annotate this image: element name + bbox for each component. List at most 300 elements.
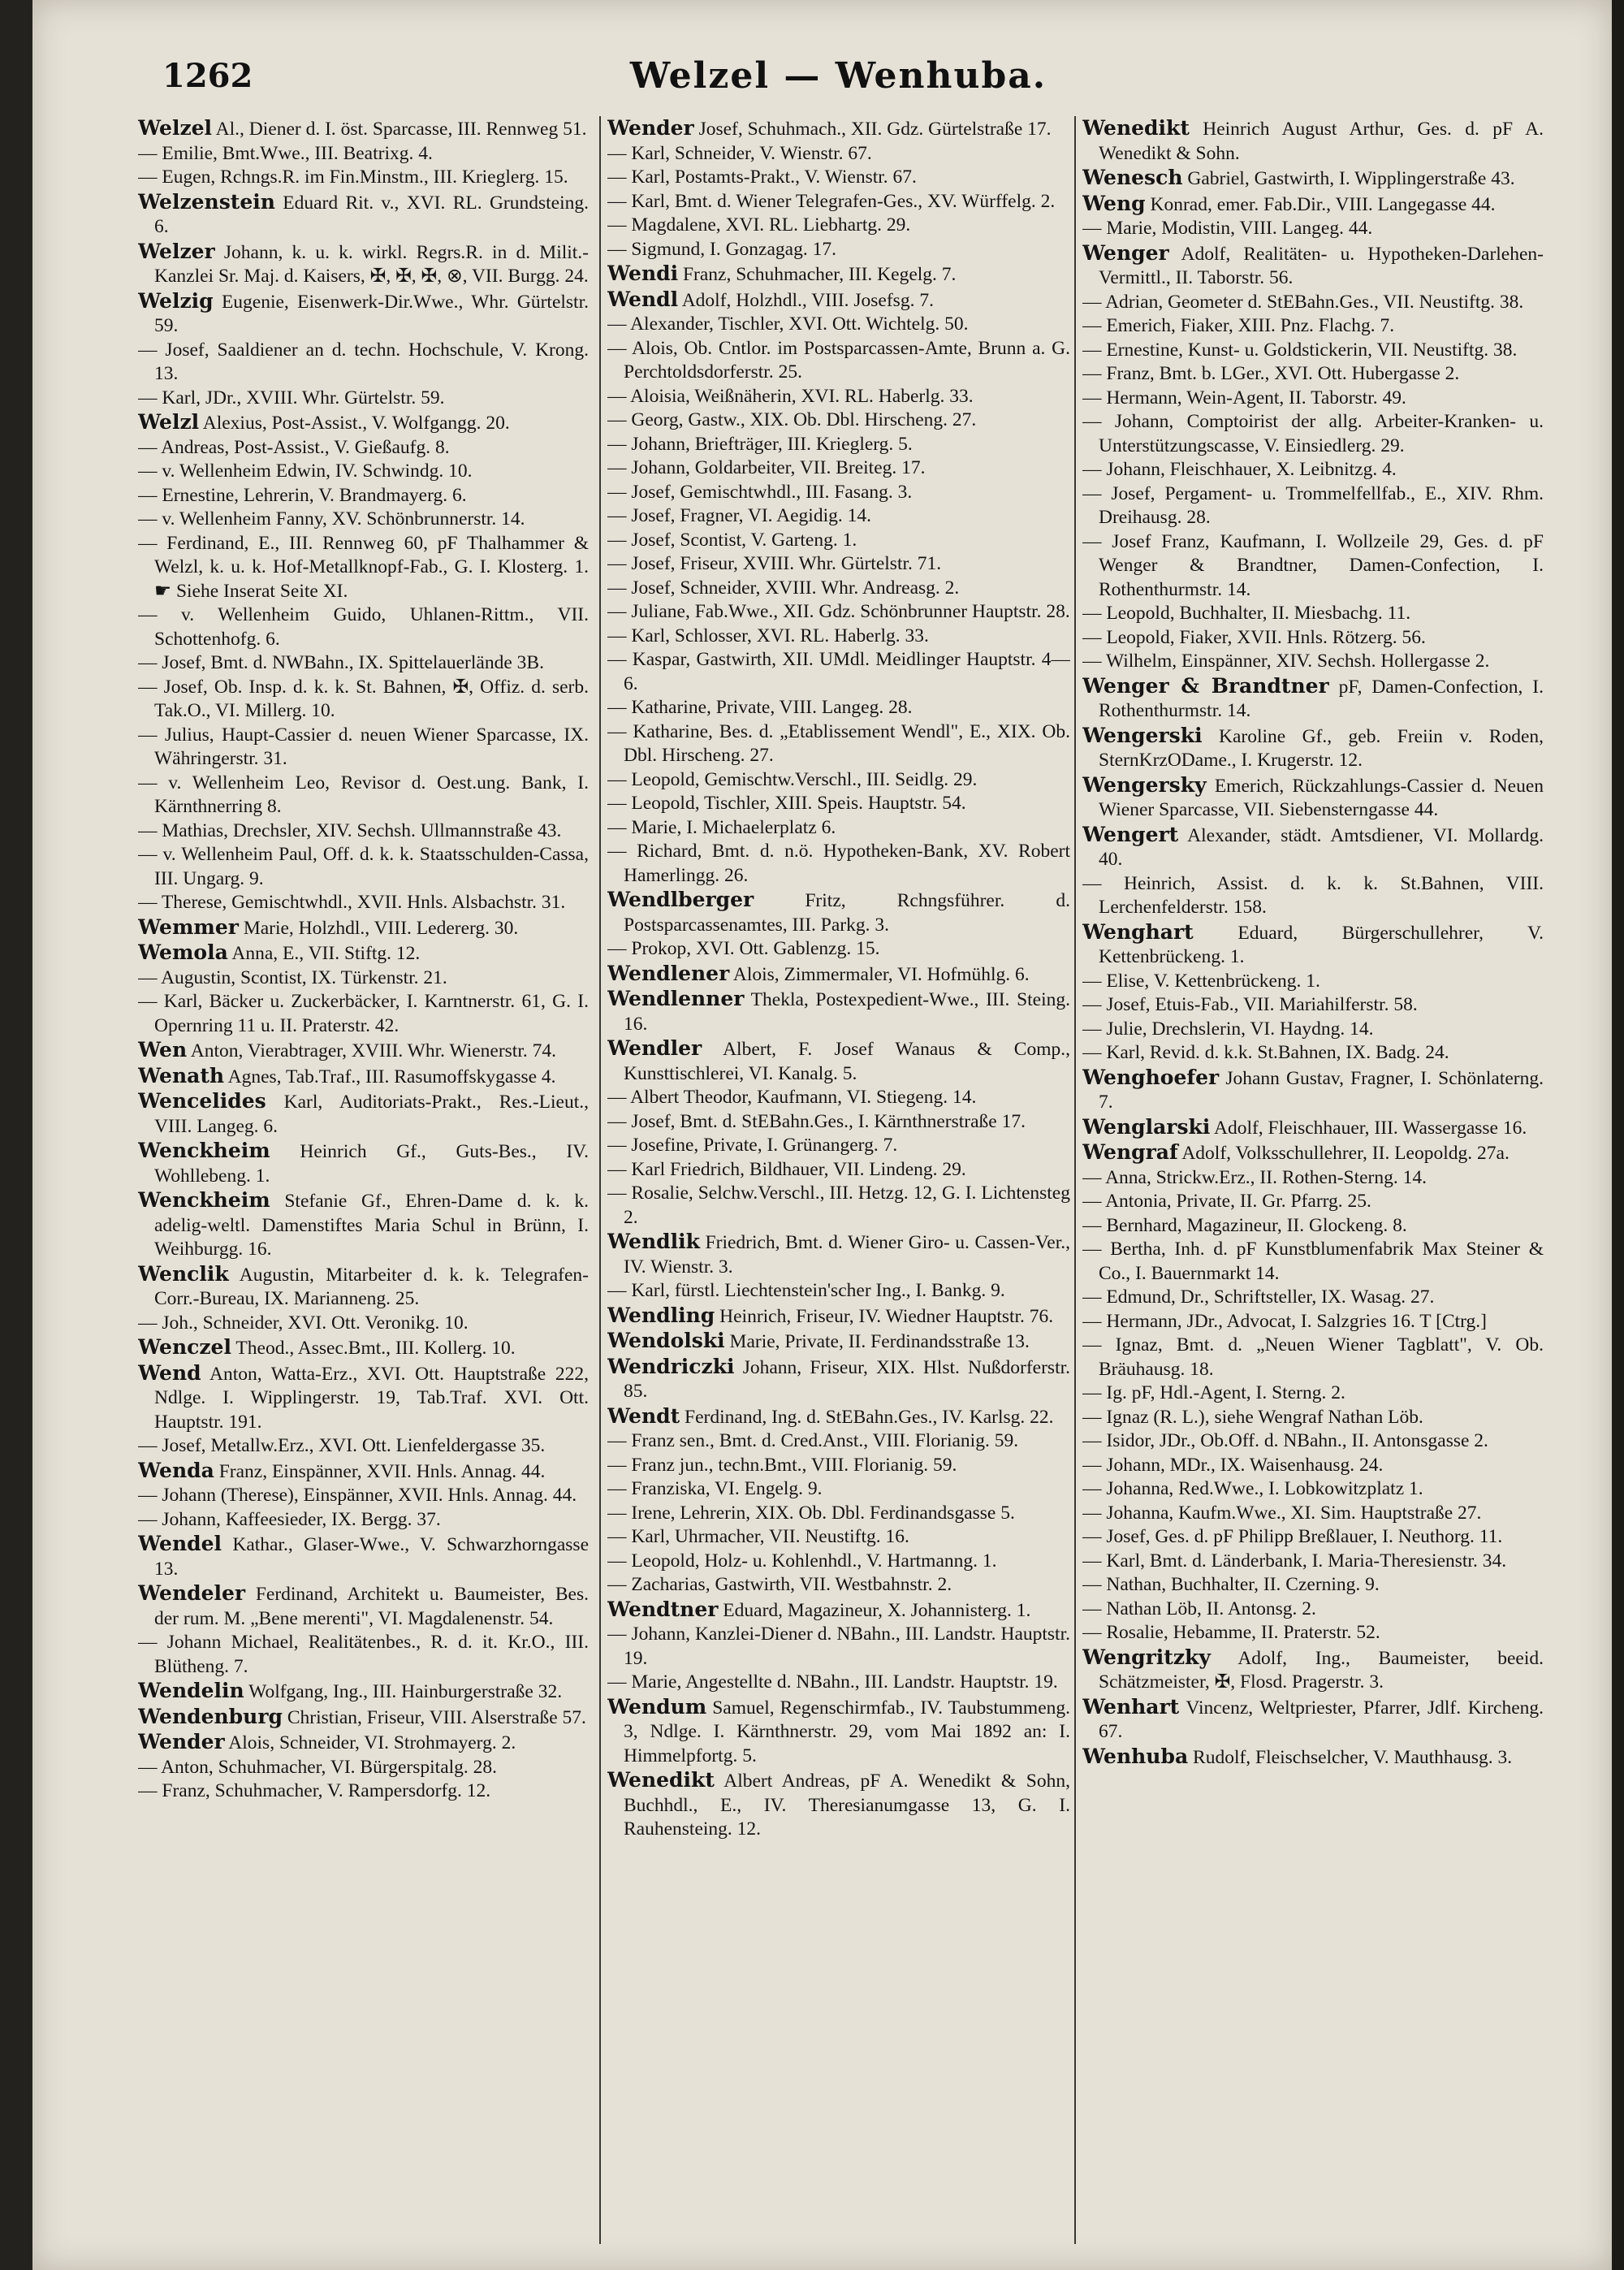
entry-surname: Wendl [607, 287, 679, 311]
entry-details: Anton, Watta-Erz., XVI. Ott. Hauptstraße 222, Ndlge. I. Wipplingerstr. 19, Tab.Traf. XVI. Ott. Hauptstr. 191. [154, 1363, 589, 1433]
entry-surname: Wendel [138, 1532, 222, 1555]
directory-entry [1082, 650, 1544, 674]
directory-entry [607, 1355, 1070, 1404]
entry-surname: Wengritzky [1082, 1645, 1211, 1669]
entry-details: — Nathan Löb, II. Antonsg. 2. [1082, 1598, 1316, 1619]
entry-details: Alois, Schneider, VI. Strohmayerg. 2. [228, 1732, 516, 1753]
entry-details: Eduard Rit. v., XVI. RL. Grundsteing. 6. [154, 192, 589, 237]
directory-entry [138, 819, 589, 844]
entry-surname: Welzenstein [138, 189, 275, 214]
entry-details: — v. Wellenheim Edwin, IV. Schwindg. 10. [138, 460, 473, 482]
directory-entry [1082, 1477, 1544, 1502]
directory-entry [607, 1768, 1070, 1842]
entry-details: — Marie, Modistin, VIII. Langeg. 44. [1082, 218, 1373, 239]
entry-details: Franz, Schuhmacher, III. Kegelg. 7. [682, 264, 957, 285]
directory-entry [1082, 1381, 1544, 1406]
entry-details: Alexius, Post-Assist., V. Wolfgangg. 20. [202, 413, 510, 434]
directory-entry [1082, 1573, 1544, 1598]
directory-entry [138, 1064, 589, 1090]
directory-entry [607, 768, 1070, 793]
entry-surname: Wenger [1082, 240, 1169, 265]
directory-entry [1082, 872, 1544, 920]
directory-entry [1082, 1550, 1544, 1574]
entry-details: Ferdinand, Architekt u. Baumeister, Bes. der rum. M. „Bene merenti", VI. Magdalenenstr. 54. [154, 1584, 589, 1629]
directory-entry [1082, 1166, 1544, 1191]
directory-entry [607, 1477, 1070, 1502]
directory-entry [138, 1139, 589, 1188]
directory-entry [138, 1581, 589, 1631]
entry-details: — Sigmund, I. Gonzagag. 17. [607, 238, 836, 260]
directory-entry [1082, 387, 1544, 411]
entry-details: Marie, Private, II. Ferdinandsstraße 13. [729, 1331, 1030, 1352]
directory-entry [138, 1631, 589, 1679]
entry-surname: Wenedikt [1082, 116, 1190, 140]
entry-details: — Julius, Haupt-Cassier d. neuen Wiener Sparcasse, IX. Währingerstr. 31. [138, 724, 589, 769]
entry-details: — Johann, Kaffeesieder, IX. Bergg. 37. [138, 1508, 441, 1530]
directory-entry [607, 696, 1070, 720]
entry-details: — Johann, Kanzlei-Diener d. NBahn., III. Landstr. Hauptstr. 19. [607, 1624, 1070, 1669]
directory-entry [1082, 166, 1544, 192]
directory-entry [607, 238, 1070, 262]
entry-details: Wolfgang, Ing., III. Hainburgerstraße 32. [248, 1681, 563, 1702]
entry-details: — Karl, Bmt. d. Wiener Telegrafen-Ges., XV. Würffelg. 2. [607, 190, 1056, 212]
entry-details: — Mathias, Drechsler, XIV. Sechsh. Ullmannstraße 43. [138, 819, 562, 841]
directory-entry [1082, 1502, 1544, 1526]
entry-details: — Josef, Fragner, VI. Aegidig. 14. [607, 505, 871, 526]
entry-details: — v. Wellenheim Fanny, XV. Schönbrunnerstr. 14. [138, 508, 525, 530]
entry-details: Eduard, Bürgerschullehrer, V. Kettenbrückeng. 1. [1099, 922, 1544, 967]
directory-entry [1082, 1406, 1544, 1430]
entry-surname: Wenckheim [138, 1139, 270, 1162]
directory-entry [138, 1756, 589, 1780]
entry-details: — Karl, Schlosser, XVI. RL. Haberlg. 33. [607, 625, 929, 646]
directory-entry [138, 436, 589, 460]
entry-surname: Wenath [138, 1063, 225, 1087]
directory-entry [607, 433, 1070, 457]
directory-entry [607, 504, 1070, 529]
entry-details: — Alois, Ob. Cntlor. im Postsparcassen-Amte, Brunn a. G. Perchtoldsdorferstr. 25. [607, 337, 1070, 383]
entry-surname: Weng [1082, 191, 1146, 215]
entry-details: — Johanna, Kaufm.Wwe., XI. Sim. Hauptstraße 27. [1082, 1502, 1482, 1524]
entry-surname: Wendelin [138, 1679, 244, 1702]
entry-details: — Leopold, Gemischtw.Verschl., III. Seidlg. 29. [607, 768, 978, 790]
entry-details: Adolf, Realitäten- u. Hypotheken-Darlehen-Vermittl., II. Taborstr. 56. [1099, 243, 1544, 288]
entry-details: Albert Andreas, pF A. Wenedikt & Sohn, Buchhdl., E., IV. Theresianumgasse 13, G. I. Rauhensteing. 12. [624, 1771, 1070, 1840]
directory-entry [138, 1188, 589, 1262]
entry-details: Adolf, Ing., Baumeister, beeid. Schätzmeister, ✠, Flosd. Pragerstr. 3. [1099, 1647, 1544, 1693]
entry-surname: Wenedikt [607, 1768, 715, 1792]
directory-entry [607, 190, 1070, 214]
entry-details: — Albert Theodor, Kaufmann, VI. Stiegeng. 14. [607, 1087, 977, 1108]
directory-entry [607, 720, 1070, 768]
directory-entry [1082, 1429, 1544, 1454]
directory-entry [138, 240, 589, 289]
entry-details: — Kaspar, Gastwirth, XII. UMdl. Meidlinger Hauptstr. 4—6. [607, 649, 1070, 694]
directory-entry [138, 410, 589, 436]
entry-surname: Wend [138, 1360, 201, 1385]
entry-details: — Ernestine, Lehrerin, V. Brandmayerg. 6. [138, 484, 467, 506]
directory-entry [1082, 482, 1544, 530]
entry-details: — Magdalene, XVI. RL. Liebhartg. 29. [607, 214, 911, 236]
entry-details: Karoline Gf., geb. Freiin v. Roden, SternKrzODame., I. Krugerstr. 12. [1099, 725, 1544, 771]
directory-column-3 [1082, 116, 1544, 2252]
entry-surname: Wendolski [607, 1329, 725, 1352]
entry-details: Rudolf, Fleischselcher, V. Mauthhausg. 3. [1193, 1746, 1513, 1768]
directory-entry [1082, 1041, 1544, 1066]
entry-surname: Wengert [1082, 822, 1179, 846]
entry-details: — Andreas, Post-Assist., V. Gießaufg. 8. [138, 436, 450, 458]
entry-details: — Johann (Therese), Einspänner, XVII. Hnls. Annag. 44. [138, 1485, 577, 1506]
directory-entry [607, 456, 1070, 481]
directory-entry [607, 1525, 1070, 1550]
entry-details: — Elise, V. Kettenbrückeng. 1. [1082, 970, 1320, 992]
entry-details: Heinrich August Arthur, Ges. d. pF A. Wenedikt & Sohn. [1099, 119, 1544, 164]
entry-details: — Augustin, Scontist, IX. Türkenstr. 21. [138, 966, 447, 988]
directory-entry [138, 484, 589, 508]
directory-entry [607, 116, 1070, 142]
entry-details: Alois, Zimmermaler, VI. Hofmühlg. 6. [732, 963, 1030, 985]
entry-details: — Prokop, XVI. Ott. Gablenzg. 15. [607, 938, 880, 959]
entry-details: — Karl, Schneider, V. Wienstr. 67. [607, 142, 872, 164]
page-header [65, 50, 1612, 107]
entry-details: — Josef, Friseur, XVIII. Whr. Gürtelstr. 71. [607, 553, 942, 574]
entry-details: Alexander, städt. Amtsdiener, VI. Mollardg. 40. [1099, 824, 1544, 870]
directory-entry [138, 990, 589, 1038]
entry-details: — Richard, Bmt. d. n.ö. Hypotheken-Bank, XV. Robert Hamerlingg. 26. [607, 841, 1070, 886]
entry-details: — Rosalie, Hebamme, II. Praterstr. 52. [1082, 1622, 1380, 1643]
directory-entry [607, 337, 1070, 385]
entry-details: — Irene, Lehrerin, XIX. Ob. Dbl. Ferdinandsgasse 5. [607, 1502, 1015, 1524]
directory-entry [138, 1679, 589, 1705]
entry-details: — Juliane, Fab.Wwe., XII. Gdz. Schönbrunner Hauptstr. 28. [607, 601, 1070, 622]
entry-details: Karl, Auditoriats-Prakt., Res.-Lieut., VIII. Langeg. 6. [154, 1092, 589, 1137]
entry-details: Eduard, Magazineur, X. Johannisterg. 1. [723, 1599, 1031, 1621]
directory-entry [138, 1459, 589, 1485]
directory-entry [1082, 339, 1544, 363]
directory-entry [1082, 674, 1544, 724]
entry-details: Johann, Friseur, XIX. Hlst. Nußdorferstr. 85. [624, 1356, 1070, 1402]
entry-surname: Wemmer [138, 914, 239, 939]
entry-details: — Josef Franz, Kaufmann, I. Wollzeile 29, Ges. d. pF Wenger & Brandtner, Damen-Confection, I. Rothenthurmstr. 14. [1082, 530, 1544, 600]
entry-details: — Katharine, Private, VIII. Langeg. 28. [607, 697, 913, 718]
directory-entry [138, 1089, 589, 1139]
directory-entry [138, 843, 589, 891]
entry-details: — Isidor, JDr., Ob.Off. d. NBahn., II. Antonsgasse 2. [1082, 1430, 1488, 1451]
directory-entry [1082, 192, 1544, 218]
entry-details: — Josef, Pergament- u. Trommelfellfab., E., XIV. Rhm. Dreihausg. 28. [1082, 482, 1544, 528]
directory-entry [607, 987, 1070, 1036]
entry-details: — Joh., Schneider, XVI. Ott. Veronikg. 10. [138, 1312, 469, 1334]
entry-details: — Josef, Schneider, XVIII. Whr. Andreasg. 2. [607, 577, 960, 599]
directory-entry [138, 190, 589, 240]
directory-entry [607, 840, 1070, 888]
entry-details: — Johann, Briefträger, III. Krieglerg. 5. [607, 433, 913, 455]
directory-entry [607, 214, 1070, 238]
directory-entry [1082, 823, 1544, 872]
entry-details: — Josef, Scontist, V. Garteng. 1. [607, 529, 857, 551]
entry-details: — v. Wellenheim Leo, Revisor d. Oest.ung. Bank, I. Kärnthnerring 8. [138, 772, 589, 817]
directory-entry [1082, 1621, 1544, 1645]
directory-entry [607, 409, 1070, 433]
entry-details: — Heinrich, Assist. d. k. k. St.Bahnen, VIII. Lerchenfelderstr. 158. [1082, 872, 1544, 918]
entry-details: — Adrian, Geometer d. StEBahn.Ges., VII. Neustiftg. 38. [1082, 291, 1524, 313]
directory-entry [607, 577, 1070, 601]
directory-entry [138, 1038, 589, 1064]
entry-details: — Ignaz, Bmt. d. „Neuen Wiener Tagblatt", V. Ob. Bräuhausg. 18. [1082, 1334, 1544, 1380]
directory-entry [607, 1598, 1070, 1624]
directory-entry [138, 116, 589, 142]
directory-entry [607, 792, 1070, 816]
directory-entry [1082, 602, 1544, 626]
directory-entry [607, 1158, 1070, 1183]
directory-entry [138, 166, 589, 190]
entry-details: — Aloisia, Weißnäherin, XVI. RL. Haberlg. 33. [607, 385, 974, 407]
directory-entry [138, 289, 589, 339]
directory-entry [138, 891, 589, 915]
entry-details: Augustin, Mitarbeiter d. k. k. Telegrafen-Corr.-Bureau, IX. Mariannеng. 25. [154, 1264, 589, 1309]
entry-details: — Franz sen., Bmt. d. Cred.Anst., VIII. Florianig. 59. [607, 1430, 1019, 1451]
entry-details: — Josef, Bmt. d. StEBahn.Ges., I. Kärnthnerstraße 17. [607, 1110, 1026, 1132]
directory-entry [607, 1230, 1070, 1279]
directory-entry [138, 1484, 589, 1508]
entry-details: — Karl, fürstl. Liechtenstein'scher Ing., I. Bankg. 9. [607, 1280, 1005, 1301]
entry-details: Vincenz, Weltpriester, Pfarrer, Jdlf. Kircheng. 67. [1099, 1697, 1544, 1742]
directory-entry [1082, 1695, 1544, 1745]
entry-details: — Franz, Bmt. b. LGer., XVI. Ott. Hubergasse 2. [1082, 363, 1460, 384]
entry-details: — Hermann, Wein-Agent, II. Taborstr. 49. [1082, 387, 1406, 409]
directory-entry [1082, 1238, 1544, 1286]
entry-surname: Wenhuba [1082, 1744, 1189, 1768]
directory-entry [607, 937, 1070, 962]
entry-details: Agnes, Tab.Traf., III. Rasumoffskygasse 4. [227, 1066, 556, 1087]
entry-details: — Georg, Gastw., XIX. Ob. Dbl. Hirscheng. 27. [607, 409, 977, 430]
column-divider [1074, 116, 1076, 2244]
entry-details: Fritz, Rchngsführer. d. Postsparcassenamtes, III. Parkg. 3. [624, 890, 1070, 936]
entry-details: Adolf, Holzhdl., VIII. Josefsg. 7. [681, 289, 934, 311]
entry-details: — Edmund, Dr., Schriftsteller, IX. Wasag. 27. [1082, 1286, 1435, 1308]
entry-surname: Wendlener [607, 961, 730, 985]
directory-entry [1082, 773, 1544, 823]
entry-details: — Karl, Uhrmacher, VII. Neustiftg. 16. [607, 1526, 909, 1547]
directory-entry [607, 1086, 1070, 1110]
directory-entry [1082, 1598, 1544, 1622]
entry-details: — Josef, Etuis-Fab., VII. Mariahilferstr. 58. [1082, 994, 1418, 1015]
entry-details: — Alexander, Tischler, XVI. Ott. Wichtelg. 50. [607, 313, 969, 335]
entry-surname: Wendum [607, 1694, 707, 1719]
entry-details: — Josef, Metallw.Erz., XVI. Ott. Lienfeldergasse 35. [138, 1435, 546, 1456]
page-number: 1262 [162, 57, 253, 95]
entry-surname: Wenghoefer [1082, 1065, 1220, 1089]
entry-details: — Emilie, Bmt.Wwe., III. Beatrixg. 4. [138, 142, 433, 164]
directory-entry [1082, 1115, 1544, 1141]
entry-surname: Wendriczki [607, 1354, 735, 1378]
entry-details: — Marie, Angestellte d. NBahn., III. Landstr. Hauptstr. 19. [607, 1671, 1058, 1693]
entry-details: — Ferdinand, E., III. Rennweg 60, pF Thalhammer & Welzl, k. u. k. Hof-Metallknopf-Fab., G. I. Klosterg. 1. ☛ Siehe Inserat Seite XI. [138, 532, 589, 602]
directory-entry [1082, 217, 1544, 241]
column-divider [599, 116, 601, 2244]
entry-surname: Wen [138, 1038, 188, 1061]
entry-details: — Karl, Bäcker u. Zuckerbäcker, I. Karntnerstr. 61, G. I. Opernring 11 u. II. Praterstr. 42. [138, 991, 589, 1036]
directory-entry [607, 600, 1070, 625]
directory-entry [138, 1335, 589, 1361]
directory-column-2 [607, 116, 1070, 2252]
entry-surname: Wendler [607, 1036, 702, 1060]
entry-details: Konrad, emer. Fab.Dir., VIII. Langegasse 44. [1150, 193, 1496, 215]
directory-entry [138, 651, 589, 676]
directory-entry [138, 142, 589, 166]
entry-details: — Johann, Comptoirist der allg. Arbeiter-Kranken- u. Unterstützungscasse, V. Einsiedlerg. 29. [1082, 411, 1544, 456]
directory-entry [138, 460, 589, 484]
directory-entry [138, 966, 589, 991]
directory-entry [1082, 626, 1544, 651]
directory-entry [607, 262, 1070, 288]
entry-details: Kathar., Glaser-Wwe., V. Schwarzhorngasse 13. [154, 1534, 589, 1580]
directory-entry [607, 1454, 1070, 1478]
entry-details: — v. Wellenheim Paul, Off. d. k. k. Staatsschulden-Cassa, III. Ungarg. 9. [138, 844, 589, 889]
entry-details: Anna, E., VII. Stiftg. 12. [231, 943, 421, 964]
entry-details: — Katharine, Bes. d. „Etablissement Wendl", E., XIX. Ob. Dbl. Hirscheng. 27. [607, 720, 1070, 766]
entry-details: Marie, Holzhdl., VIII. Ledererg. 30. [243, 917, 519, 939]
entry-details: Samuel, Regenschirmfab., IV. Taubstummeng. 3, Ndlge. I. Kärnthnerstr. 29, vom Mai 1892 an: I. Himmelpfortg. 5. [624, 1697, 1070, 1766]
directory-entry [1082, 314, 1544, 339]
directory-entry [607, 1550, 1070, 1574]
directory-entry [607, 1182, 1070, 1230]
entry-details: — Antonia, Private, II. Gr. Pfarrg. 25. [1082, 1191, 1371, 1212]
entry-details: — Josef, Bmt. d. NWBahn., IX. Spittelauerlände 3B. [138, 652, 544, 673]
directory-entry [607, 1110, 1070, 1135]
entry-surname: Wenczel [138, 1335, 231, 1359]
directory-entry [607, 481, 1070, 505]
directory-entry [607, 1671, 1070, 1695]
directory-entry [1082, 458, 1544, 482]
directory-entry [138, 772, 589, 819]
directory-entry [1082, 1214, 1544, 1239]
entry-details: — Josef, Ob. Insp. d. k. k. St. Bahnen, ✠, Offiz. d. serb. Tak.O., VI. Millerg. 10. [138, 676, 589, 721]
entry-details: — Ig. pF, Hdl.-Agent, I. Sterng. 2. [1082, 1382, 1345, 1403]
entry-details: — Karl, JDr., XVIII. Whr. Gürtelstr. 59. [138, 387, 445, 409]
entry-surname: Wenglarski [1082, 1114, 1211, 1139]
directory-entry [1082, 1454, 1544, 1478]
directory-entry [138, 1312, 589, 1336]
entry-details: — Anna, Strickw.Erz., II. Rothen-Sterng. 14. [1082, 1166, 1427, 1188]
directory-entry [607, 1623, 1070, 1671]
directory-entry [1082, 1745, 1544, 1771]
entry-details: Adolf, Volksschullehrer, II. Leopoldg. 27a. [1181, 1143, 1510, 1164]
directory-entry [607, 313, 1070, 337]
entry-details: — Karl, Postamts-Prakt., V. Wienstr. 67. [607, 166, 917, 188]
entry-details: — Johann, Fleischhauer, X. Leibnitzg. 4. [1082, 459, 1397, 480]
directory-entry [138, 1361, 589, 1435]
directory-entry [1082, 1018, 1544, 1042]
entry-details: — Therese, Gemischtwhdl., XVII. Hnls. Alsbachstr. 31. [138, 892, 566, 913]
directory-column-1 [138, 116, 589, 2252]
entry-details: Johann Gustav, Fragner, I. Schönlaterng. 7. [1099, 1067, 1544, 1113]
entry-surname: Wender [138, 1730, 225, 1753]
entry-details: — Zacharias, Gastwirth, VII. Westbahnstr. 2. [607, 1574, 952, 1595]
directory-entry [1082, 116, 1544, 166]
entry-details: — Josef, Ges. d. pF Philipp Breßlauer, I. Neuthorg. 11. [1082, 1526, 1503, 1547]
directory-entry [1082, 1334, 1544, 1381]
directory-entry [138, 339, 589, 387]
entry-details: — v. Wellenheim Guido, Uhlanen-Rittm., VII. Schottenhofg. 6. [138, 604, 589, 650]
entry-details: — Leopold, Fiaker, XVII. Hnls. Rötzerg. 56. [1082, 626, 1426, 648]
directory-entry [1082, 1190, 1544, 1214]
entry-surname: Wendlberger [607, 888, 754, 911]
entry-details: — Ernestine, Kunst- u. Goldstickerin, VII. Neustiftg. 38. [1082, 339, 1518, 361]
entry-details: Heinrich Gf., Guts-Bes., IV. Wohllebeng. 1. [154, 1141, 589, 1187]
entry-details: Emerich, Rückzahlungs-Cassier d. Neuen Wiener Sparcasse, VII. Siebensterngasse 44. [1099, 775, 1544, 820]
directory-entry [607, 962, 1070, 988]
entry-details: — Leopold, Buchhalter, II. Miesbachg. 11. [1082, 603, 1411, 624]
entry-details: — Karl Friedrich, Bildhauer, VII. Lindeng. 29. [607, 1158, 966, 1180]
entry-details: Eugenie, Eisenwerk-Dir.Wwe., Whr. Gürtelstr. 59. [154, 291, 589, 336]
entry-surname: Wemola [138, 940, 228, 964]
entry-details: Adolf, Fleischhauer, III. Wassergasse 16. [1213, 1117, 1527, 1139]
directory-entry [1082, 530, 1544, 603]
entry-details: — Johann, MDr., IX. Waisenhausg. 24. [1082, 1454, 1384, 1476]
entry-details: — Julie, Drechslerin, VI. Haydng. 14. [1082, 1018, 1374, 1040]
directory-entry [1082, 1525, 1544, 1550]
entry-details: Al., Diener d. I. öst. Sparcasse, III. Rennweg 51. [215, 119, 587, 140]
running-head: Welzel — Wenhuba. [629, 55, 1047, 97]
entry-surname: Wendtner [607, 1597, 719, 1621]
directory-entry [607, 1404, 1070, 1430]
directory-entry [607, 1329, 1070, 1355]
entry-surname: Wendt [607, 1403, 680, 1428]
entry-details: pF, Damen-Confection, I. Rothenthurmstr. 14. [1099, 676, 1544, 721]
entry-details: — Johann, Goldarbeiter, VII. Breiteg. 17. [607, 457, 926, 478]
directory-entry [1082, 1066, 1544, 1115]
entry-surname: Wenesch [1082, 166, 1183, 189]
directory-entry [1082, 1286, 1544, 1310]
directory-entry [1082, 970, 1544, 994]
entry-details: Theod., Assec.Bmt., III. Kollerg. 10. [235, 1338, 516, 1359]
directory-entry [607, 648, 1070, 696]
directory-entry [1082, 1140, 1544, 1166]
entry-details: — Johanna, Red.Wwe., I. Lobkowitzplatz 1. [1082, 1478, 1423, 1499]
entry-details: Christian, Friseur, VIII. Alserstraße 57. [287, 1706, 586, 1728]
entry-surname: Wendi [607, 262, 679, 285]
directory-entry [138, 1532, 589, 1581]
entry-details: — Hermann, JDr., Advocat, I. Salzgries 16. T [Ctrg.] [1082, 1310, 1487, 1332]
directory-entry [607, 1429, 1070, 1454]
directory-entry [138, 724, 589, 772]
entry-details: Franz, Einspänner, XVII. Hnls. Annag. 44. [218, 1460, 546, 1482]
entry-details: — Leopold, Holz- u. Kohlenhdl., V. Hartmanng. 1. [607, 1550, 997, 1572]
entry-surname: Welzel [138, 116, 213, 140]
entry-details: — Emerich, Fiaker, XIII. Pnz. Flachg. 7. [1082, 315, 1395, 336]
directory-entry [138, 1730, 589, 1756]
entry-details: — Rosalie, Selchw.Verschl., III. Hetzg. 12, G. I. Lichtensteg 2. [607, 1183, 1070, 1228]
entry-details: Stefanie Gf., Ehren-Dame d. k. k. adelig-weltl. Damenstiftes Maria Schul in Brünn, I. Weihburgg. 16. [154, 1191, 589, 1260]
entry-surname: Wenda [138, 1458, 214, 1482]
entry-details: — Ignaz (R. L.), siehe Wengraf Nathan Löb. [1082, 1406, 1423, 1428]
entry-details: Ferdinand, Ing. d. StEBahn.Ges., IV. Karlsg. 22. [685, 1406, 1054, 1428]
directory-entry [607, 1695, 1070, 1769]
directory-entry [607, 166, 1070, 190]
directory-entry [607, 1502, 1070, 1526]
entry-surname: Wendeler [138, 1581, 246, 1605]
directory-entry [1082, 291, 1544, 315]
directory-entry [138, 915, 589, 941]
directory-entry [607, 1036, 1070, 1086]
directory-entry [138, 1508, 589, 1533]
entry-surname: Wendlik [607, 1230, 700, 1253]
entry-surname: Wenclik [138, 1261, 229, 1286]
directory-entry [138, 387, 589, 411]
directory-entry [607, 1573, 1070, 1598]
entry-details: — Franz, Schuhmacher, V. Rampersdorfg. 12. [138, 1780, 491, 1801]
